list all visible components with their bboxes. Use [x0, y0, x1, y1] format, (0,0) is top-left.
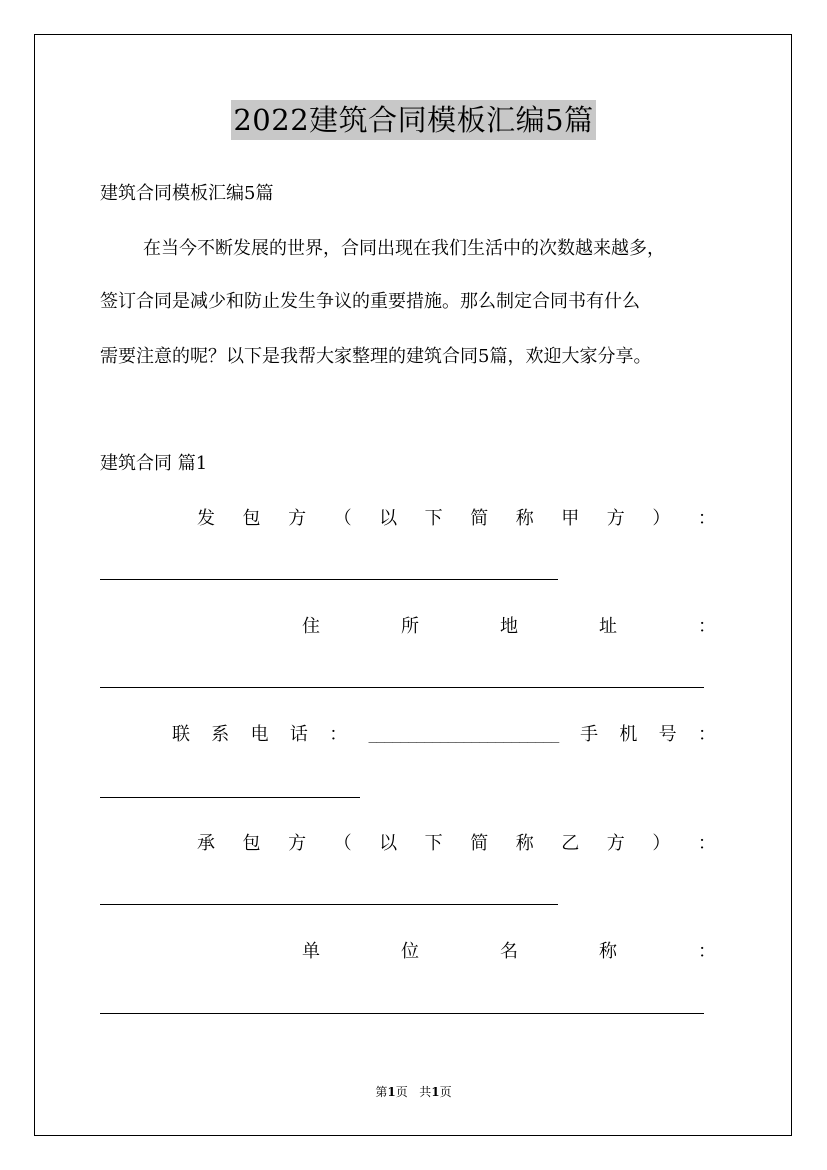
- footer-page-suffix: 页: [395, 1085, 408, 1099]
- char: 所: [401, 616, 419, 637]
- char: 包: [242, 833, 261, 854]
- char: ：: [329, 724, 348, 745]
- phone-blank[interactable]: ________________________: [368, 727, 559, 743]
- char: 称: [515, 833, 534, 854]
- char: 包: [242, 508, 261, 529]
- intro-line-3: 需要注意的呢？以下是我帮大家整理的建筑合同5篇，欢迎大家分享。: [100, 346, 652, 367]
- char: 位: [401, 941, 419, 962]
- footer-prefix: 第: [375, 1085, 388, 1099]
- char: 手: [580, 724, 599, 745]
- char: 简: [470, 833, 489, 854]
- party-b-label: [197, 832, 716, 856]
- char: ：: [697, 508, 716, 529]
- unit-name-label: [302, 940, 716, 964]
- char: 乙: [561, 833, 580, 854]
- char: 号: [658, 724, 677, 745]
- party-a-blank[interactable]: [100, 579, 558, 580]
- footer-total-pages: 1: [431, 1085, 440, 1099]
- char: 机: [619, 724, 638, 745]
- char: 址: [599, 616, 617, 637]
- char: 住: [302, 616, 320, 637]
- intro-line-1: 在当今不断发展的世界，合同出现在我们生活中的次数越来越多，: [143, 238, 665, 259]
- char: 以: [379, 508, 398, 529]
- char: ：: [698, 616, 716, 637]
- party-a-label: [197, 507, 716, 531]
- char: 名: [500, 941, 518, 962]
- phone-label: [172, 723, 716, 747]
- char: 方: [288, 508, 307, 529]
- mobile-blank[interactable]: [100, 797, 360, 798]
- document-title: 2022建筑合同模板汇编5篇: [231, 100, 595, 140]
- char: 方: [288, 833, 307, 854]
- char: 方: [606, 508, 625, 529]
- char: ：: [697, 724, 716, 745]
- char: ：: [697, 833, 716, 854]
- address-label: [302, 615, 716, 639]
- char: 以: [379, 833, 398, 854]
- char: 下: [424, 508, 443, 529]
- char: 承: [197, 833, 215, 854]
- char: 称: [515, 508, 534, 529]
- address-blank[interactable]: [100, 687, 704, 688]
- char: 方: [606, 833, 625, 854]
- char: 电: [250, 724, 269, 745]
- char: 甲: [561, 508, 580, 529]
- char: ：: [698, 941, 716, 962]
- char: （: [333, 508, 352, 529]
- party-b-blank[interactable]: [100, 904, 558, 905]
- char: 联: [172, 724, 190, 745]
- char: ）: [652, 833, 671, 854]
- char: 话: [289, 724, 308, 745]
- char: （: [333, 833, 352, 854]
- document-subtitle: 建筑合同模板汇编5篇: [100, 183, 274, 204]
- page-footer: [0, 1084, 827, 1100]
- intro-line-2: 签订合同是减少和防止发生争议的重要措施。那么制定合同书有什么: [100, 291, 640, 312]
- char: ）: [652, 508, 671, 529]
- footer-total-prefix: 共: [419, 1085, 432, 1099]
- char: 发: [197, 508, 215, 529]
- char: 称: [599, 941, 617, 962]
- section-heading: 建筑合同 篇1: [100, 453, 208, 474]
- title-container: [0, 100, 827, 140]
- char: 地: [500, 616, 518, 637]
- footer-page-number: 1: [387, 1085, 396, 1099]
- char: 下: [424, 833, 443, 854]
- char: 系: [211, 724, 230, 745]
- char: 简: [470, 508, 489, 529]
- unit-name-blank[interactable]: [100, 1013, 704, 1014]
- footer-total-suffix: 页: [439, 1085, 452, 1099]
- char: 单: [302, 941, 320, 962]
